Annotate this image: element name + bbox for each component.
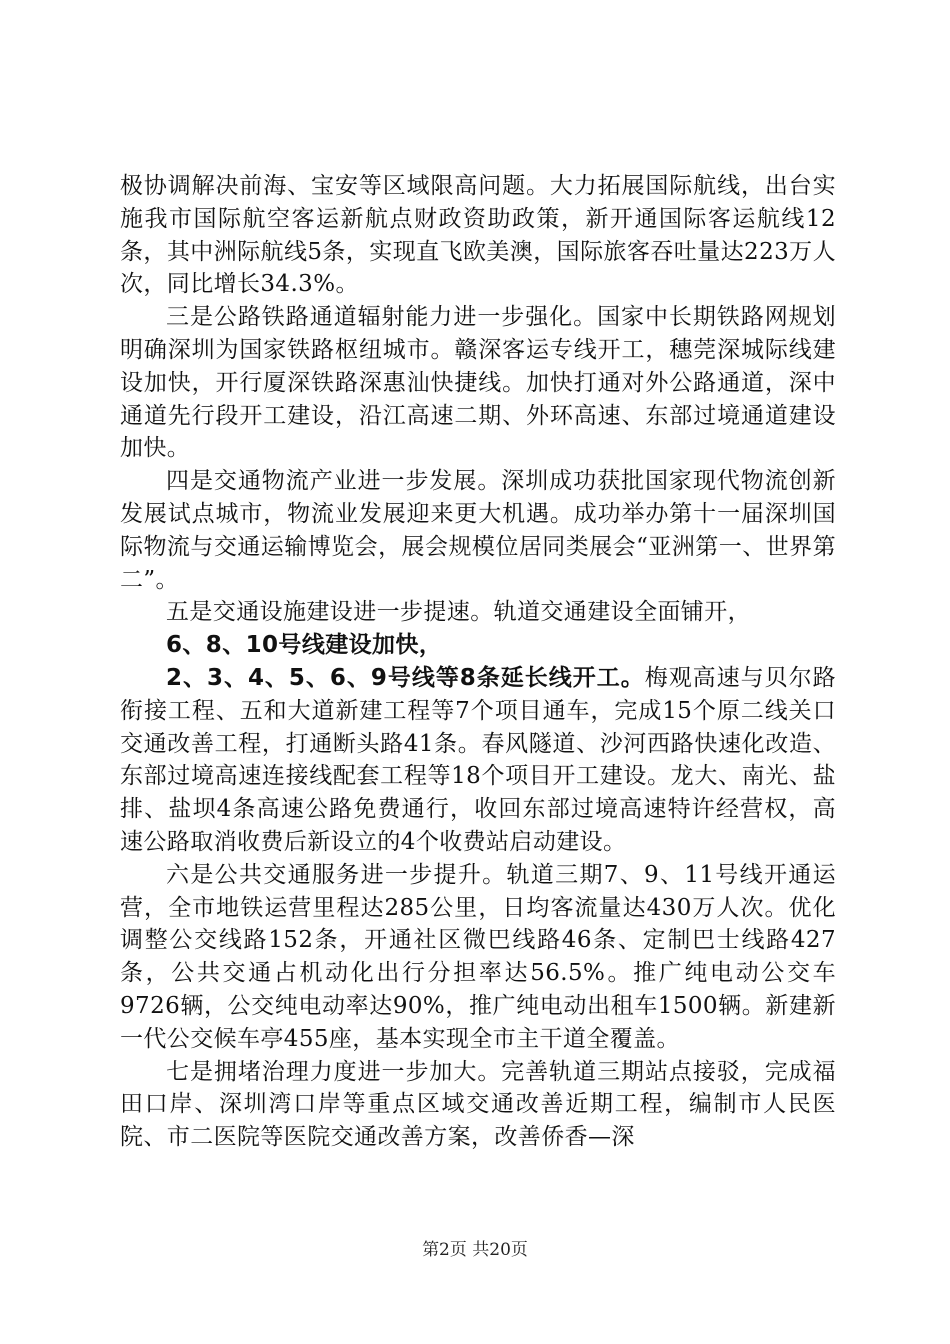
paragraph-lines-6-8-10: 6、8、10号线建设加快， (166, 632, 443, 659)
extension-lines-rest-text: 梅观高速与贝尔路衔接工程、五和大道新建工程等7个项目通车，完成15个原二线关口交通改善工程，打通断头路41条。春风隧道、沙河西路快速化改造、东部过境高速连接线配套工程等18个项目开工建设。龙大、南光、盐排、盐坝4条高速公路免费通行，收回东部过境高速特许经营权，高速公路取消收费后新设立的4个收费站启动建设。 (120, 664, 836, 855)
paragraph-public-transit: 六是公共交通服务进一步提升。轨道三期7、9、11号线开通运营，全市地铁运营里程达285公里，日均客流量达430万人次。优化调整公交线路152条，开通社区微巴线路46条、定制巴士线路427条，公共交通占机动化出行分担率达56.5%。推广纯电动公交车9726辆，公交纯电动率达90%，推广纯电动出租车1500辆。新建新一代公交候车亭455座，基本实现全市主干道全覆盖。 (120, 861, 836, 1052)
extension-lines-bold-text: 2、3、4、5、6、9号线等8条延长线开工。 (166, 664, 645, 691)
paragraph-congestion: 七是拥堵治理力度进一步加大。完善轨道三期站点接驳，完成福田口岸、深圳湾口岸等重点区域交通改善近期工程，编制市人民医院、市二医院等医院交通改善方案，改善侨香—深 (120, 1058, 836, 1151)
paragraph-extension-lines (120, 662, 836, 859)
document-body (120, 170, 836, 1154)
paragraph-road-rail: 三是公路铁路通道辐射能力进一步强化。国家中长期铁路网规划明确深圳为国家铁路枢纽城市。赣深客运专线开工，穗莞深城际线建设加快，开行厦深铁路深惠汕快捷线。加快打通对外公路通道，深中通道先行段开工建设，沿江高速二期、外环高速、东部过境通道建设加快。 (120, 304, 836, 462)
page-number-footer: 第2页 共20页 (422, 1240, 528, 1260)
paragraph-logistics: 四是交通物流产业进一步发展。深圳成功获批国家现代物流创新发展试点城市，物流业发展迎来更大机遇。成功举办第十一届深圳国际物流与交通运输博览会，展会规模位居同类展会“亚洲第一、世界第二”。 (120, 468, 836, 593)
paragraph-aviation: 极协调解决前海、宝安等区域限高问题。大力拓展国际航线，出台实施我市国际航空客运新航点财政资助政策，新开通国际客运航线12条，其中洲际航线5条，实现直飞欧美澳，国际旅客吞吐量达223万人次，同比增长34.3%。 (120, 173, 836, 298)
paragraph-infrastructure-intro: 五是交通设施建设进一步提速。轨道交通建设全面铺开， (166, 599, 751, 626)
